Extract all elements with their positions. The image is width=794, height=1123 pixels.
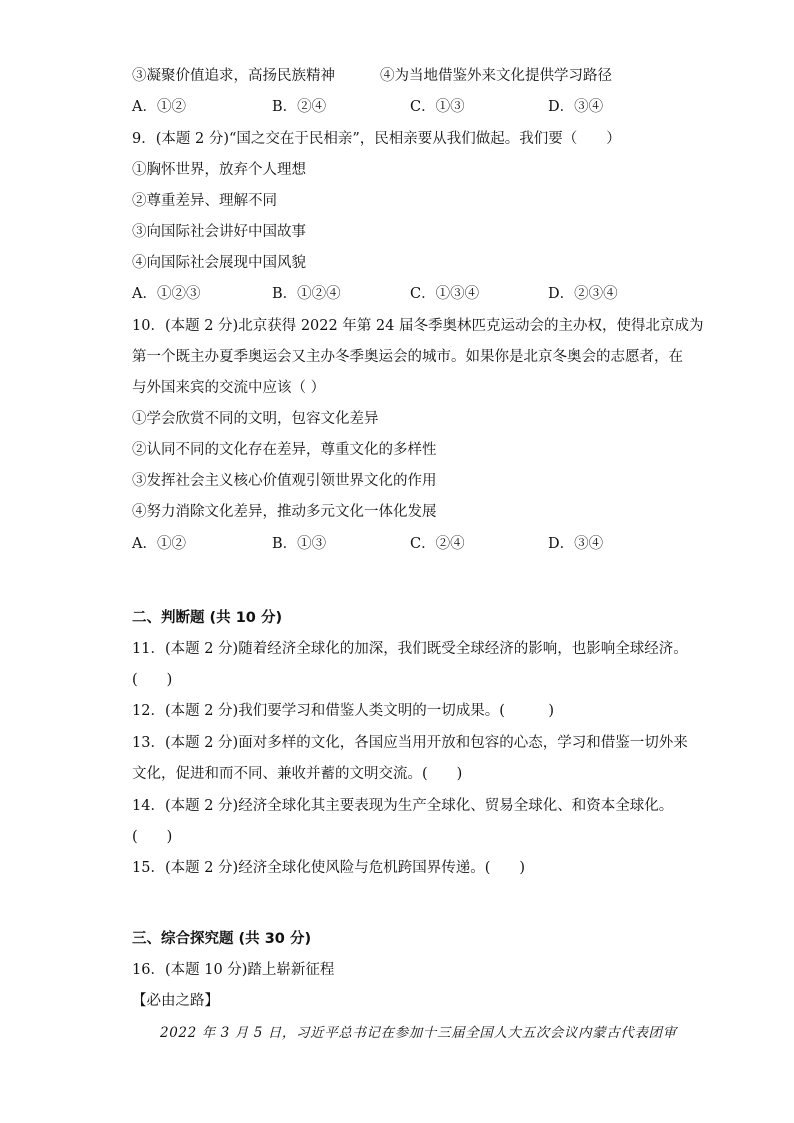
q9-option-c[interactable]: C．①③④ [410, 286, 480, 302]
q9-option-d[interactable]: D．②③④ [548, 286, 618, 302]
q9-item-2: ②尊重差异、理解不同 [132, 193, 277, 209]
q12: 12．(本题 2 分)我们要学习和借鉴人类文明的一切成果。( ) [132, 703, 555, 719]
q8-item-3: ③凝聚价值追求，高扬民族精神 [132, 68, 335, 84]
q10-item-1: ①学会欣赏不同的文明，包容文化差异 [132, 411, 379, 427]
q10-stem-line-1: 10．(本题 2 分)北京获得 2022 年第 24 届冬季奥林匹克运动会的主办权，使得北京成为 [132, 318, 704, 334]
q10-item-2: ②认同不同的文化存在差异，尊重文化的多样性 [132, 442, 437, 458]
q8-option-b[interactable]: B．②④ [272, 99, 327, 115]
q8-options [132, 97, 692, 117]
q8-items-row [132, 66, 692, 86]
q8-option-c[interactable]: C．①③ [410, 99, 465, 115]
q9-item-3: ③向国际社会讲好中国故事 [132, 224, 306, 240]
q16-stem: 16．(本题 10 分)踏上崭新征程 [132, 962, 335, 978]
q16-sub-heading: 【必由之路】 [132, 993, 219, 1009]
q10-item-4: ④努力消除文化差异，推动多元文化一体化发展 [132, 504, 437, 520]
q8-option-a[interactable]: A．①② [132, 99, 186, 115]
q10-stem-line-3: 与外国来宾的交流中应该（ ） [132, 380, 326, 396]
q8-option-d[interactable]: D．③④ [548, 99, 604, 115]
q10-item-3: ③发挥社会主义核心价值观引领世界文化的作用 [132, 473, 437, 489]
q10-option-b[interactable]: B．①③ [272, 536, 327, 552]
q13-line-1: 13．(本题 2 分)面对多样的文化，各国应当用开放和包容的心态，学习和借鉴一切外来 [132, 735, 688, 751]
q13-line-2: 文化，促进和而不同、兼收并蓄的文明交流。( ) [132, 766, 463, 782]
q16-quote: 2022 年 3 月 5 日，习近平总书记在参加十三届全国人大五次会议内蒙古代表团审 [160, 1025, 677, 1041]
q8-item-4: ④为当地借鉴外来文化提供学习路径 [380, 68, 612, 84]
q9-options [132, 284, 692, 304]
q10-option-d[interactable]: D．③④ [548, 536, 604, 552]
q11-line-1: 11．(本题 2 分)随着经济全球化的加深，我们既受全球经济的影响，也影响全球经济。 [132, 641, 688, 657]
q10-options [132, 534, 692, 554]
q11-line-2: ( ) [132, 672, 173, 688]
q10-option-c[interactable]: C．②④ [410, 536, 465, 552]
section-2-heading: 二、判断题 (共 10 分) [132, 610, 283, 626]
q9-option-a[interactable]: A．①②③ [132, 286, 201, 302]
section-3-heading: 三、综合探究题 (共 30 分) [132, 931, 312, 947]
q15: 15．(本题 2 分)经济全球化使风险与危机跨国界传递。( ) [132, 860, 526, 876]
q9-option-b[interactable]: B．①②④ [272, 286, 341, 302]
q14-line-1: 14．(本题 2 分)经济全球化其主要表现为生产全球化、贸易全球化、和资本全球化。 [132, 798, 674, 814]
q10-option-a[interactable]: A．①② [132, 536, 186, 552]
q10-stem-line-2: 第一个既主办夏季奥运会又主办冬季奥运会的城市。如果你是北京冬奥会的志愿者，在 [132, 349, 683, 365]
q14-line-2: ( ) [132, 829, 173, 845]
q9-item-4: ④向国际社会展现中国风貌 [132, 255, 306, 271]
q9-item-1: ①胸怀世界，放弃个人理想 [132, 162, 306, 178]
q9-stem: 9．(本题 2 分)“国之交在于民相亲”，民相亲要从我们做起。我们要（ ） [132, 131, 621, 147]
